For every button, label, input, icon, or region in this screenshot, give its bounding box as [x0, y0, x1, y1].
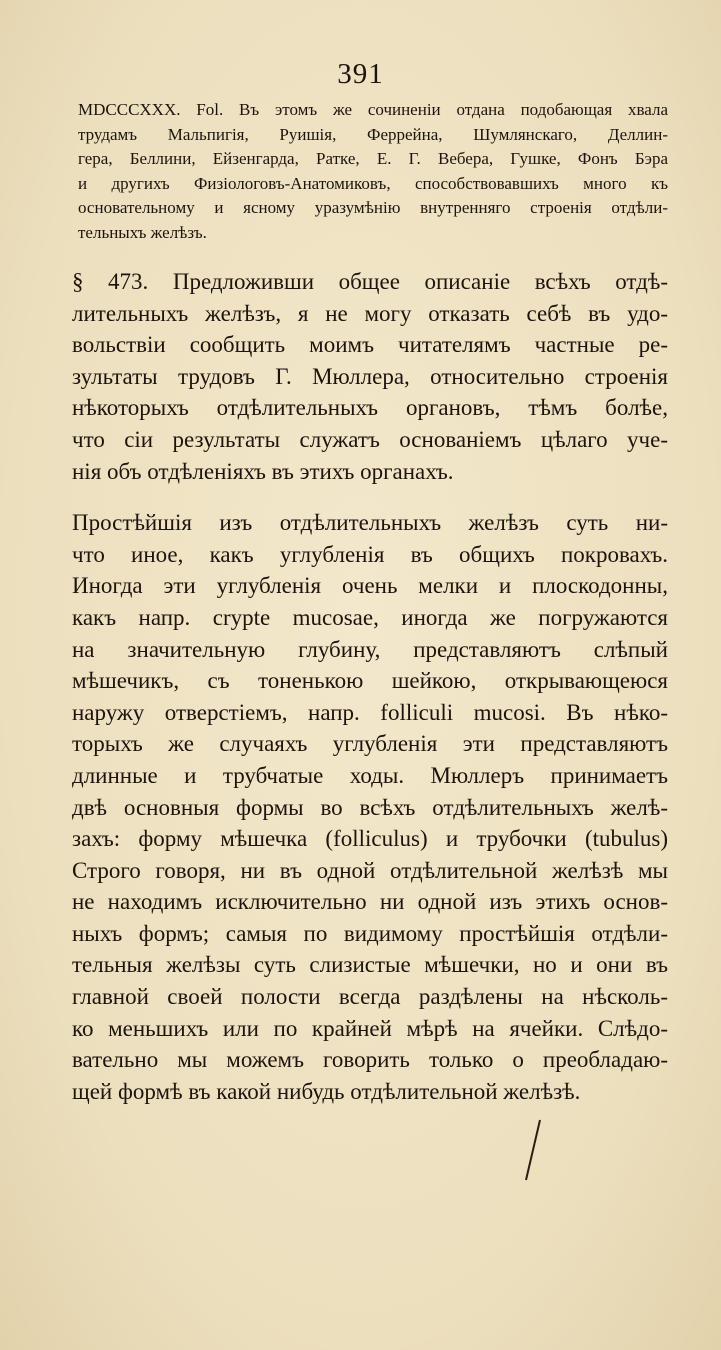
text-line: щей формѣ въ какой нибудь отдѣлительной желѣзѣ.: [72, 1078, 581, 1104]
text-line: § 473. Предложивши общее описаніе всѣхъ отдѣ-: [72, 269, 668, 294]
text-line: торыхъ же случаяхъ углубленія эти представляютъ: [72, 731, 668, 757]
footnote-line: тельныхъ желѣзъ.: [78, 222, 207, 242]
page-number: 391: [337, 58, 384, 90]
text-line: ныхъ формъ; самыя по видимому простѣйшія отдѣли-: [72, 920, 668, 946]
footnote-line: MDCCCXXX. Fol. Въ этомъ же сочиненіи отдана подобающая хвала: [78, 100, 668, 119]
text-line: главной своей полости всегда раздѣлены на нѣсколь-: [72, 984, 668, 1010]
text-line: нѣкоторыхъ отдѣлительныхъ органовъ, тѣмъ болѣе,: [72, 395, 668, 421]
text-line: зультаты трудовъ Г. Мюллера, относительно строенія: [72, 363, 668, 389]
text-line: на значительную глубину, представляютъ слѣпый: [72, 636, 668, 662]
text-line: двѣ основныя формы во всѣхъ отдѣлительныхъ желѣ-: [72, 794, 668, 820]
text-line: нія объ отдѣленіяхъ въ этихъ органахъ.: [72, 458, 454, 484]
text-line: Простѣйшія изъ отдѣлительныхъ желѣзъ суть ни-: [72, 510, 668, 536]
text-line: не находимъ исключительно ни одной изъ этихъ основ-: [72, 889, 668, 915]
text-line: тельныя желѣзы суть слизистые мѣшечки, но и они въ: [72, 952, 668, 978]
footnote-line: и другихъ Физіологовъ-Анатомиковъ, способствовавшихъ много къ: [78, 173, 668, 193]
text-line: что сіи результаты служатъ основаніемъ цѣлаго уче-: [72, 426, 668, 452]
footnote: [78, 98, 668, 245]
footnote-line: гера, Беллини, Ейзенгарда, Ратке, Е. Г. Вебера, Гушке, Фонъ Бэра: [78, 149, 668, 168]
paragraph-1: [72, 266, 668, 487]
text-line: вольствіи сообщить моимъ читателямъ частные ре-: [72, 332, 668, 358]
text-line: Иногда эти углубленія очень мелки и плоскодонны,: [72, 573, 668, 599]
section-473: [72, 266, 668, 1107]
text-line: захъ: форму мѣшечка (folliculus) и трубочки (tubulus): [72, 826, 668, 852]
footnote-line: трудамъ Мальпигія, Руишія, Феррейна, Шумлянскаго, Деллин-: [78, 124, 668, 144]
footnote-line: основательному и ясному уразумѣнію внутренняго строенія отдѣли-: [78, 198, 668, 217]
text-line: мѣшечикъ, съ тоненькою шейкою, открывающеюся: [72, 668, 668, 694]
pencil-mark: [518, 1116, 548, 1186]
text-line: длинные и трубчатые ходы. Мюллеръ принимаетъ: [72, 762, 668, 788]
text-line: вательно мы можемъ говорить только о преобладаю-: [72, 1047, 668, 1073]
text-line: лительныхъ желѣзъ, я не могу отказать себѣ въ удо-: [72, 300, 668, 326]
text-line: какъ напр. crypte mucosae, иногда же погружаются: [72, 604, 668, 630]
paragraph-2: [72, 507, 668, 1107]
text-line: что иное, какъ углубленія въ общихъ покровахъ.: [72, 541, 668, 567]
text-line: Строго говоря, ни въ одной отдѣлительной желѣзѣ мы: [72, 857, 668, 883]
text-line: ко меньшихъ или по крайней мѣрѣ на ячейки. Слѣдо-: [72, 1015, 668, 1041]
text-line: наружу отверстіемъ, напр. folliculi mucosi. Въ нѣко-: [72, 699, 668, 725]
